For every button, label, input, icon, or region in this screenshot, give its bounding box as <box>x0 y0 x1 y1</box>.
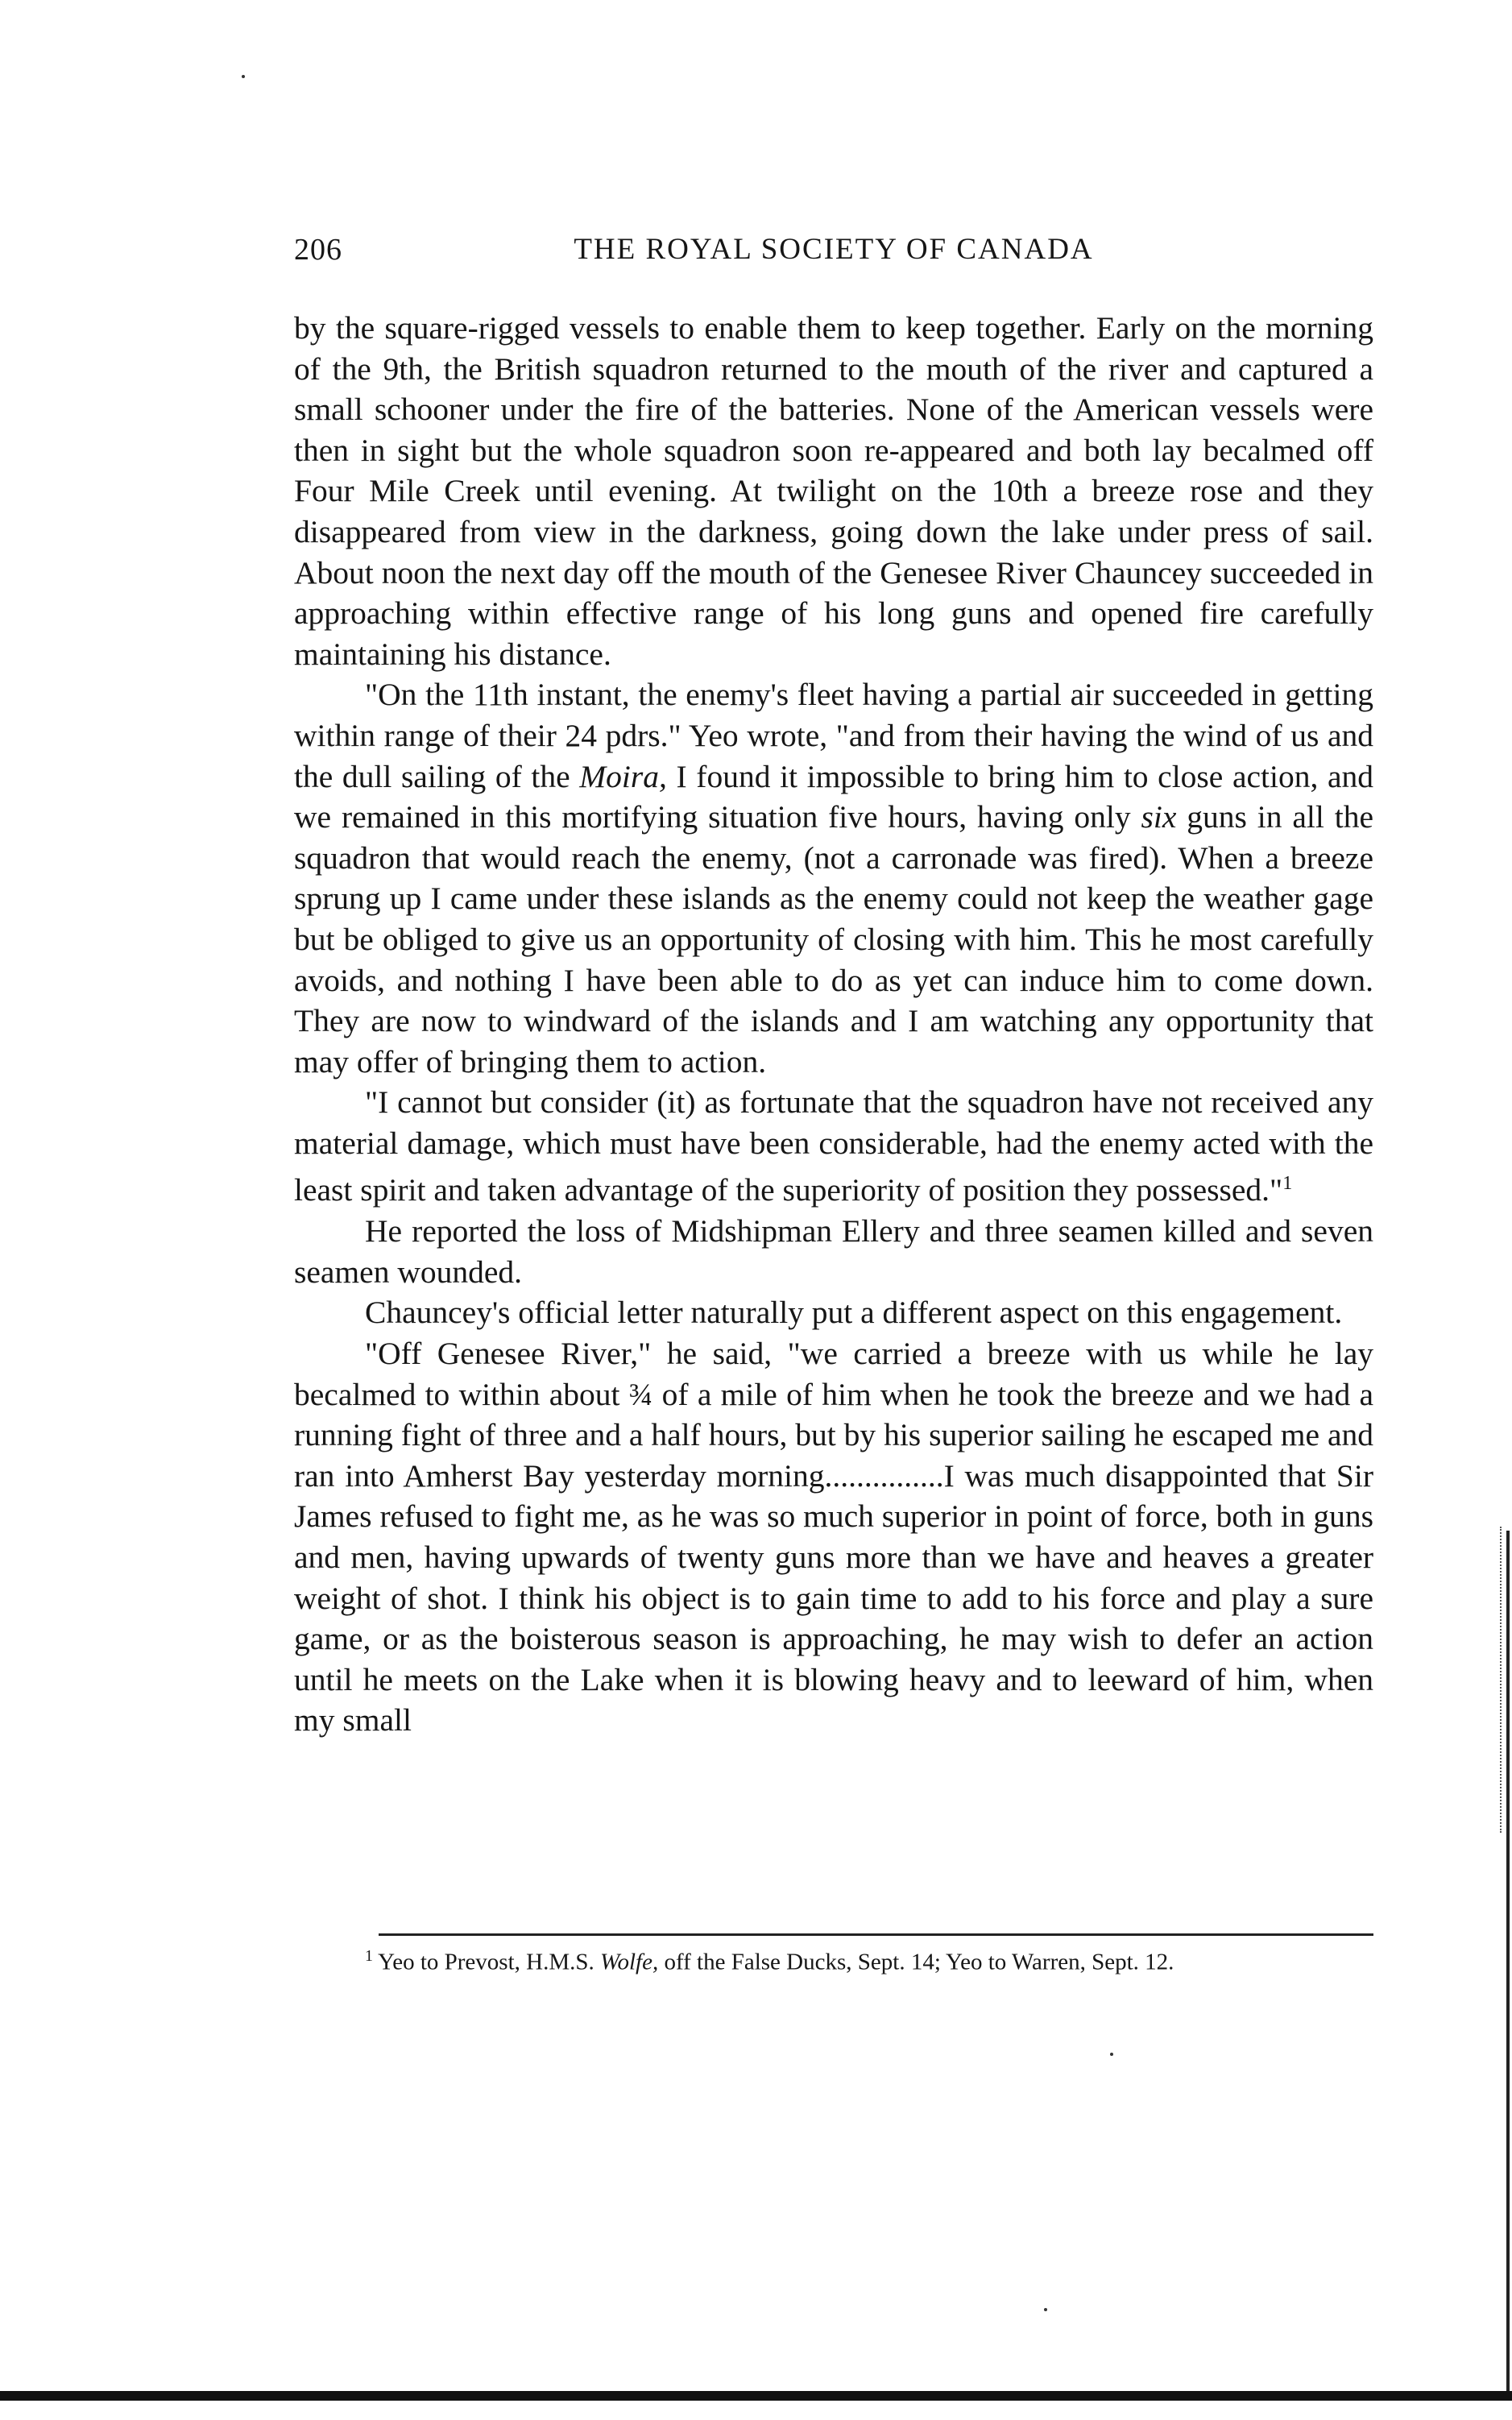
ship-name-moira: Moira, <box>579 758 667 794</box>
footnote-reference[interactable]: 1 <box>1282 1173 1293 1195</box>
paragraph-4-text: He reported the loss of Midshipman Ellery and three seamen killed and seven seamen wounded. <box>294 1213 1373 1290</box>
scan-speck <box>1110 2053 1113 2056</box>
footnote-text-a: Yeo to Prevost, H.M.S. <box>373 1949 600 1975</box>
paragraph-1 <box>294 308 1373 674</box>
paragraph-2-text-a: "On the 11th instant, the enemy's fleet having a partial air succeeded in getting within range of their 24 pdrs." Yeo wrote, "and from their having the wind of us and the dull sailing of the <box>294 677 1373 794</box>
paragraph-5-text: Chauncey's official letter naturally put a different aspect on this engagement. <box>365 1295 1343 1331</box>
footnote <box>294 1941 1373 1977</box>
paragraph-1-text: by the square-rigged vessels to enable them to keep together. Early on the morning of the 9th, the British squadron returned to the mouth of the river and captured a small schooner under the fire of the batteries. None of the American vessels were then in sight but the whole squadron soon re-appeared and both lay becalmed off Four Mile Creek until evening. At twilight on the 10th a breeze rose and they disappeared from view in the darkness, going down the lake under press of sail. About noon the next day off the mouth of the Genesee River Chauncey succeeded in approaching within effective range of his long guns and opened fire carefully maintaining his distance. <box>294 310 1373 672</box>
scan-speck <box>1044 2308 1047 2311</box>
scan-edge-dots <box>1500 1527 1503 1833</box>
footnote-mark: 1 <box>365 1947 373 1965</box>
paragraph-4 <box>294 1211 1373 1292</box>
ship-name-wolfe: Wolfe, <box>600 1949 659 1975</box>
paragraph-2-text-b: I found it impossible to bring him to close action, and we remained in this mortifying situation five hours, having only <box>294 758 1373 835</box>
footnote-text-b: off the False Ducks, Sept. 14; Yeo to Warren, Sept. 12. <box>658 1949 1174 1975</box>
footnote-1 <box>294 1941 1373 1977</box>
paragraph-2 <box>294 674 1373 1082</box>
page-number: 206 <box>294 233 342 267</box>
scan-speck <box>242 75 245 78</box>
paragraph-2-text-c: guns in all the squadron that would reach the enemy, (not a carronade was fired). When a breeze sprung up I came under these islands as the enemy could not keep the weather gage but be obliged to give us an opportunity of closing with him. This he most carefully avoids, and nothing I have been able to do as yet can induce him to come down. They are now to windward of the islands and I am watching any opportunity that may offer of bringing them to action. <box>294 799 1373 1079</box>
footnote-rule <box>379 1933 1373 1936</box>
page-header <box>294 232 1373 280</box>
scan-edge-shadow <box>1506 1531 1510 2401</box>
paragraph-5 <box>294 1292 1373 1333</box>
body-text <box>294 308 1373 1741</box>
paragraph-3-text: "I cannot but consider (it) as fortunate that the squadron have not received any material damage, which must have been considerable, had the enemy acted with the least spirit and taken advantage of the superiority of position they possessed." <box>294 1084 1373 1208</box>
paragraph-6-text: "Off Genesee River," he said, "we carried a breeze with us while he lay becalmed to within about ¾ of a mile of him when he took the breeze and we had a running fight of three and a half hours, but by his superior sailing he escaped me and ran into Amherst Bay yesterday morning...............I was much disappointed that Sir James refused to fight me, as he was so much superior in point of force, both in guns and men, having upwards of twenty guns more than we have and heaves a greater weight of shot. I think his object is to gain time to add to his force and play a sure game, or as the boisterous season is approaching, he may wish to defer an action until he meets on the Lake when it is blowing heavy and to leeward of him, when my small <box>294 1336 1373 1738</box>
scan-bottom-edge <box>0 2391 1512 2401</box>
emphasis-six: six <box>1141 799 1177 835</box>
paragraph-6 <box>294 1333 1373 1741</box>
paragraph-3 <box>294 1082 1373 1211</box>
running-head: THE ROYAL SOCIETY OF CANADA <box>574 233 1094 266</box>
